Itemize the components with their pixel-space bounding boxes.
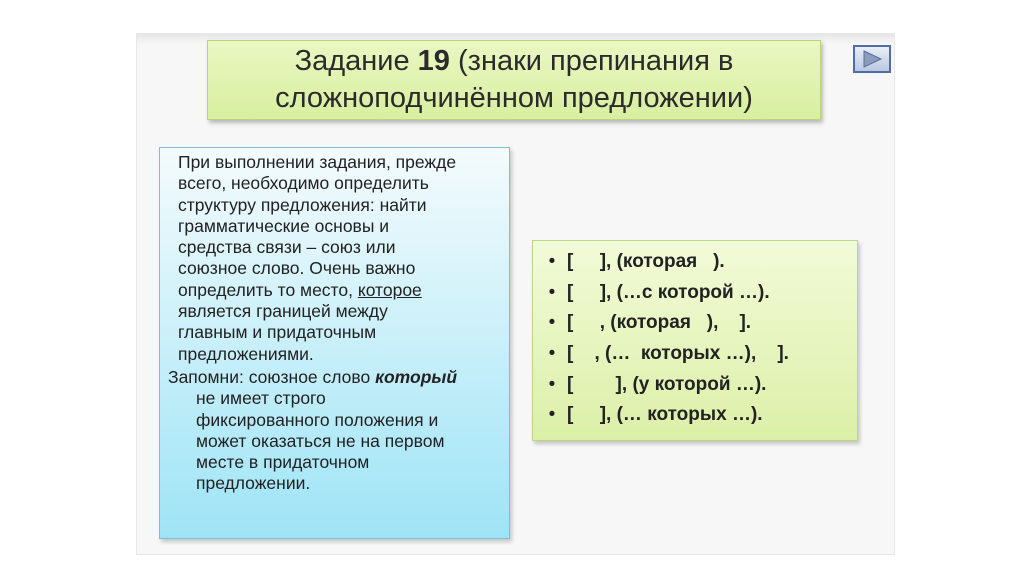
title-line-1: Задание 19 (знаки препинания в [294, 45, 734, 77]
emphasized-word: который [375, 366, 458, 387]
instruction-paragraph: При выполнении задания, прежде всего, необходимо определить структуру предложения: найти грамматические основы и средства связи – союз или союзное слово. Очень важно определить то место, которое является границей между главным и придаточным предложениями. [178, 152, 457, 364]
task-number: 19 [417, 45, 450, 77]
play-triangle-icon [861, 50, 883, 68]
list-item: • [ ], (… которых …). [548, 404, 763, 426]
underlined-word: которое [357, 279, 422, 300]
list-item: • [ ], (…с которой …). [548, 281, 770, 303]
instruction-box [159, 147, 510, 539]
slide [137, 34, 894, 554]
list-item: • [ ], (у которой …). [548, 373, 767, 395]
schemes-box [532, 240, 858, 441]
list-item: • [ ], (которая ). [548, 251, 725, 273]
next-slide-button[interactable] [853, 45, 891, 73]
remember-paragraph: Запомни: союзное слово который не имеет строго фиксированного положения и может оказаться не на первом месте в придаточном предложении. [168, 366, 458, 494]
list-item: • [ , (которая ), ]. [548, 312, 752, 334]
list-item: • [ , (… которых …), ]. [548, 343, 789, 365]
title-line-2: сложноподчинённом предложении) [275, 82, 753, 114]
scheme-list [537, 247, 857, 431]
slide-title [207, 40, 821, 120]
